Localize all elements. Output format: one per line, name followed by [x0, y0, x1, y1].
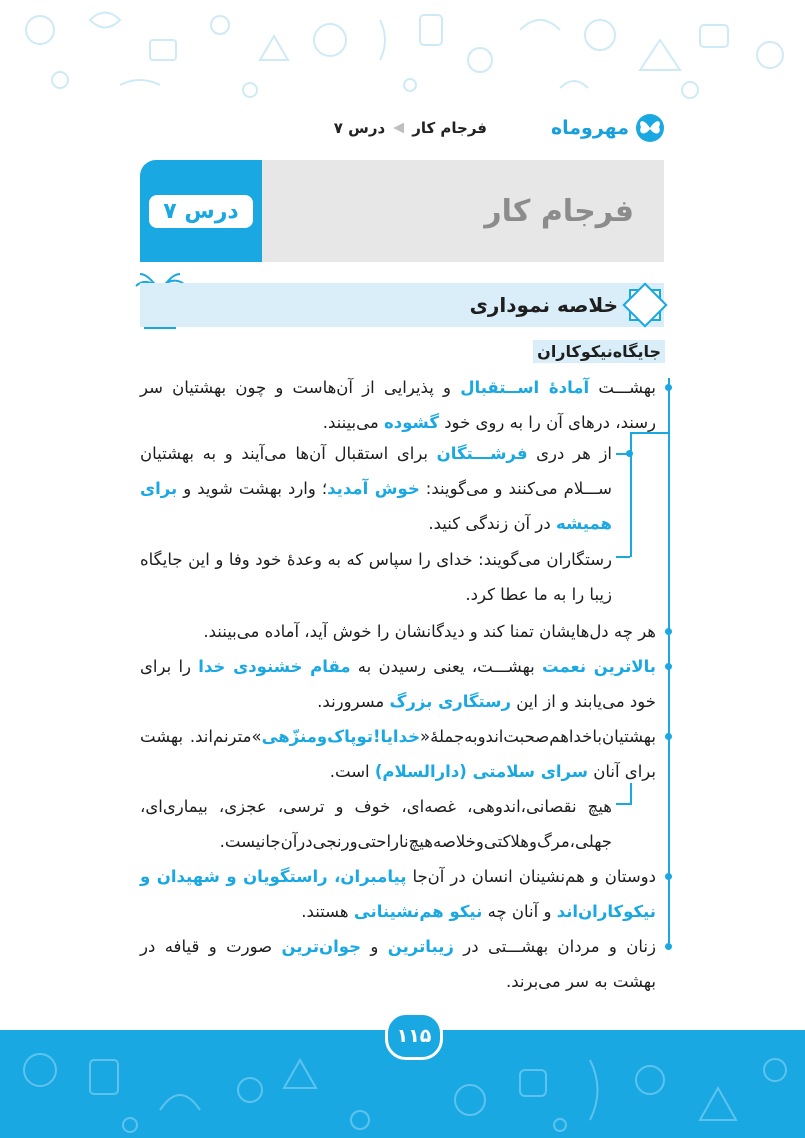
- brand: [551, 112, 665, 144]
- list-item: دوستان و هم‌نشینان انسان در آن‌جا پیامبران، راستگویان و شهیدان و نیکوکاران‌اند و آنان چه نیکو هم‌نشینانی هستند.: [140, 859, 670, 929]
- lesson-title-panel: [262, 160, 664, 262]
- lesson-number-box: [140, 160, 262, 262]
- lesson-title-block: [140, 160, 664, 262]
- octagram-icon: [620, 278, 670, 332]
- section-label: جایگاه‌نیکوکاران: [533, 340, 665, 363]
- list-item: بهشتیان‌باخداهم‌صحبت‌اندوبه‌جملهٔ«خدایا!توپاک‌ومنزّهی»مترنم‌اند. بهشت برای آنان سرای سلامتی (دارالسلام) است.: [140, 719, 670, 789]
- bullet-dot: [665, 873, 672, 880]
- top-pattern: [0, 0, 805, 105]
- list-item: بهشـــت آمادهٔ اســتقبال و پذیرایی از آن‌هاست و چون بهشتیان سر رسند، درهای آن را به روی خود گشوده می‌بینند.: [140, 370, 670, 440]
- list-item: از هر دری فرشـــتگان برای استقبال آن‌ها می‌آیند و به بهشتیان ســـلام می‌کنند و می‌گویند: خوش آمدید؛ وارد بهشت شوید و برای همیشه در آن زندگی کنید.: [140, 436, 630, 541]
- page-number: ۱۱۵: [385, 1012, 443, 1060]
- bullet-dot: [665, 943, 672, 950]
- breadcrumb: [334, 112, 487, 144]
- breadcrumb-title[interactable]: فرجام کار: [412, 119, 487, 137]
- bullet-dot: [665, 384, 672, 391]
- breadcrumb-lesson[interactable]: درس ۷: [333, 119, 386, 137]
- page-header: [0, 112, 805, 144]
- lesson-number-badge: درس ۷: [149, 195, 252, 228]
- brand-name: مهروماه: [550, 117, 629, 139]
- bullet-dot: [665, 628, 672, 635]
- bullet-dot: [665, 733, 672, 740]
- butterfly-logo-icon: [635, 113, 665, 143]
- summary-heading: خلاصه نموداری: [469, 293, 618, 317]
- summary-heading-bar: [140, 283, 664, 327]
- list-item: رستگاران می‌گویند: خدای را سپاس که به وعدهٔ خود وفا و این جایگاه زیبا را به ما عطا کرد.: [140, 542, 630, 612]
- breadcrumb-arrow-icon: [393, 123, 404, 134]
- list-item: زنان و مردان بهشـــتی در زیباترین و جوان‌ترین صورت و قیافه در بهشت به سر می‌برند.: [140, 929, 670, 999]
- list-item: هر چه دل‌هایشان تمنا کند و دیدگانشان را خوش آید، آماده می‌بینند.: [140, 614, 670, 649]
- page-title: فرجام کار: [484, 193, 634, 229]
- list-item: بالاترین نعمت بهشـــت، یعنی رسیدن به مقام خشنودی خدا را برای خود می‌یابند و از این رستگاری بزرگ مسرورند.: [140, 649, 670, 719]
- list-item: هیچ نقصانی،اندوهی، غصه‌ای، خوف و ترسی، عجزی، بیماری‌ای، جهلی،مرگ‌وهلاکتی‌وخلاصه‌هیچ‌ناراحتی‌ورنجی‌درآن‌جانیست.: [140, 789, 630, 859]
- bullet-dot: [665, 663, 672, 670]
